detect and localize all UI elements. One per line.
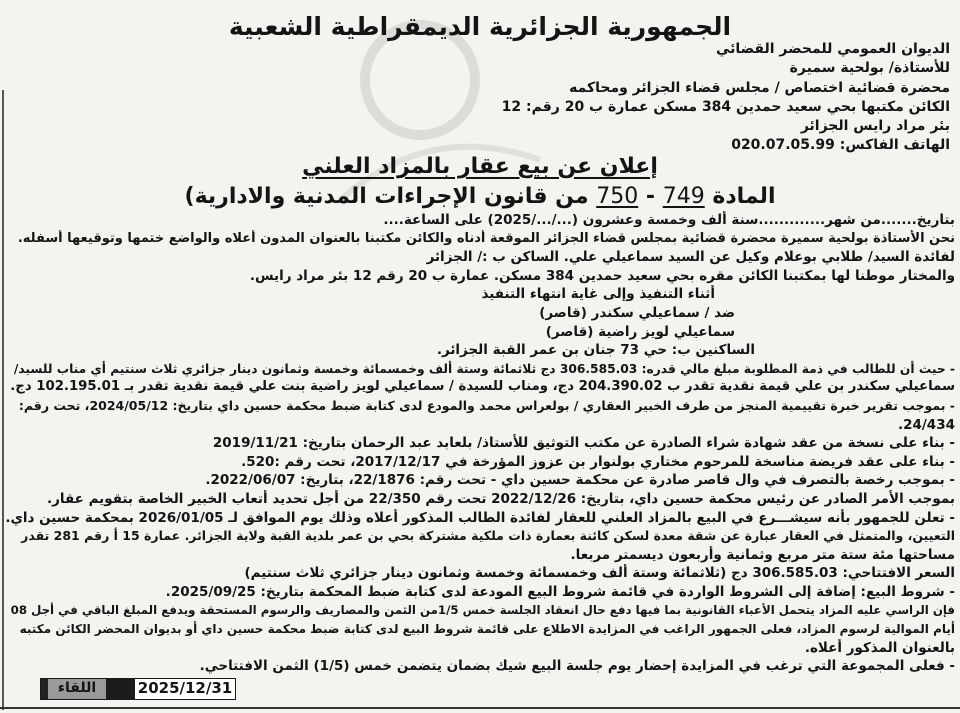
body-line-beneficiary: لفائدة السيد/ طلابي بوعلام وكيل عن السيد سماعيلي علي. الساكن ب :/ الجزائر [426,249,955,266]
body-line-auction-date: - تعلن للجمهور بأنه سيشـــرع في البيع بالمزاد العلني للعقار لفائدة الطالب المذكور أعلاه وذلك يوم الموافق لـ 2026/01/05 بمحكمة حسين داي. [5,509,955,526]
body-line-shares: سماعيلي سكندر بن علي قيمة نقدية تقدر ب 204.390.02 دج، ومناب للسيدة / سماعيلي لويز راضية بنت علي قيمة نقدية تقدر بـ 102.195.01 دج. [10,379,955,395]
notice-body [5,211,955,676]
office-line: للأستاذة/ بولحية سميرة [789,60,950,77]
body-line-bailiff: نحن الأستاذة بولحية سميرة محضرة قضائية بمجلس قضاء الجزائر الموقعة أدناه والكائن مكتبنا بالعنوان المدون أعلاه والواضع ختمها وتوقيعها أسفله. [17,230,955,246]
body-line-payment: فإن الراسي عليه المزاد يتحمل الأعباء القانونية بما فيها دفع حال انعقاد الجلسة خمس 1/5من الثمن والمصاريف والرسوم المستحقة ويدفع المبلغ الباقي في أجل 08 [10,603,955,618]
article-suffix: من قانون الإجراءات المدنية والادارية) [184,184,589,209]
newspaper-name: اللقاء [48,679,106,699]
body-line-address: بالعنوان المذكور أعلاه. [804,639,955,656]
footer-cap [41,679,48,699]
office-line: محضرة قضائية اختصاص / مجلس قضاء الجزائر ومحاكمه [569,79,950,96]
body-line-date: بتاريخ.......من شهر.............سنة ألف وخمسة وعشرون (.../.../2025) على الساعة.... [383,212,955,228]
article-number-1: 749 [662,184,705,209]
article-prefix: المادة [712,184,776,209]
body-line-consultation: أيام الموالية لرسوم المزاد، فعلى الجمهور الراغب في المزايدة الاطلاع على قائمة شروط البيع لدى كتابة ضبط محكمة حسين داي أو بديوان المحضر الكائن مكتبه [19,622,955,637]
body-line-against: ضد / سماعيلي سكندر (قاصر) [539,304,735,321]
article-number-2: 750 [596,184,639,209]
notice-article [0,182,960,211]
page-title: الجمهورية الجزائرية الديمقراطية الشعبية [228,12,732,41]
body-line-domicile: والمختار موطنا لها بمكتبنا الكائن مقره بحي سعيد حمدين 384 مسكن. عمارة ب 20 رقم 12 بئر مراد رايس. [249,267,955,284]
body-line-area: مساحتها مئة ستة متر مربع وثمانية وأربعون ديسمتر مربعا. [570,546,955,563]
body-line-opening-price: السعر الافتتاحي: 306.585.03 دج (ثلاثمائة وستة ألف وخمسمائة وخمسة وثمانون دينار جزائري ثلاث سنتيم) [244,565,955,582]
publication-date: 2025/12/31 [134,679,235,699]
body-line-inheritance-deed: - بناء على عقد فريضة مناسخة للمرحوم مختاري بولنوار بن عزوز المؤرخة في 2017/12/17، تحت رقم :520. [241,453,955,470]
body-line-against-2: سماعيلي لويز راضية (قاصر) [545,323,735,340]
office-line: الهاتف الفاكس: 020.07.05.99 [731,137,950,154]
body-line-expert-report: - بموجب تقرير خبرة تقييمية المنجز من طرف الخبير العقاري / بولعراس محمد والمودع لدى كتابة ضبط محكمة حسين داي بتاريخ: 2024/05/12، تحت رقم: [18,397,955,413]
footer-marker [106,679,134,699]
publication-footer [40,678,236,700]
body-line-property: التعيين، والمتمثل في العقار عبارة عن شقة معدة لسكن كائنة بعمارة ذات ملكية مشتركة بحي بن عمر بلدية القبة ولاية الجزائر. عمارة 15 أ رقم 281 تقدر [21,528,955,544]
body-line-court-order: بموجب الأمر الصادر عن رئيس محكمة حسين داي، بتاريخ: 2022/12/26 تحت رقم 22/350 من أجل تحديد أتعاب الخبير الخاصة بتقويم عقار. [46,490,955,507]
office-line: بئر مراد رايس الجزائر [800,118,950,135]
body-line-report-number: 24/434. [897,416,955,433]
body-line-purchase-deed: - بناء على نسخة من عقد شهادة شراء الصادرة عن مكتب التوثيق للأستاذ/ بلعابد عبد الرحمان بتاريخ: 2019/11/21 [212,435,955,452]
notice-heading-text: إعلان عن بيع عقار بالمزاد العلني [302,154,658,179]
body-line-conditions: - شروط البيع: إضافة إلى الشروط الواردة في قائمة شروط البيع المودعة لدى كتابة ضبط المحكمة بتاريخ: 2025/09/25. [165,583,955,600]
page-bottom-edge [0,707,960,709]
article-separator: - [645,184,656,209]
body-line-execution: أثناء التنفيذ وإلى غاية انتهاء التنفيذ [481,286,715,303]
body-line-residence: الساكنين ب: حي 73 جنان بن عمر القبة الجزائر. [436,342,755,359]
office-line: الديوان العمومي للمحضر القضائي [715,41,950,57]
bailiff-office-block [310,40,950,156]
office-line: الكائن مكتبها بحي سعيد حمدين 384 مسكن عمارة ب 20 رقم: 12 [501,98,950,115]
body-line-permit: - بموجب رخصة بالتصرف في وال قاصر صادرة عن محكمة حسين داي - تحت رقم: 22/1876، بتاريخ: 2022/06/07. [205,472,955,489]
notice-heading [0,152,960,181]
body-line-guarantee: - فعلى المجموعة التي ترغب في المزايدة إحضار يوم جلسة البيع شيك بضمان يتضمن خمس (1/5) الثمن الافتتاحي. [199,658,955,675]
body-line-debt: - حيث أن للطالب في ذمة المطلوبة مبلغ مالي قدره: 306.585.03 دج ثلاثمائة وستة ألف وخمسمائة وخمسة وثمانون دينار جزائري ثلاث سنتيم أي مناب للسيد/ [13,361,955,376]
